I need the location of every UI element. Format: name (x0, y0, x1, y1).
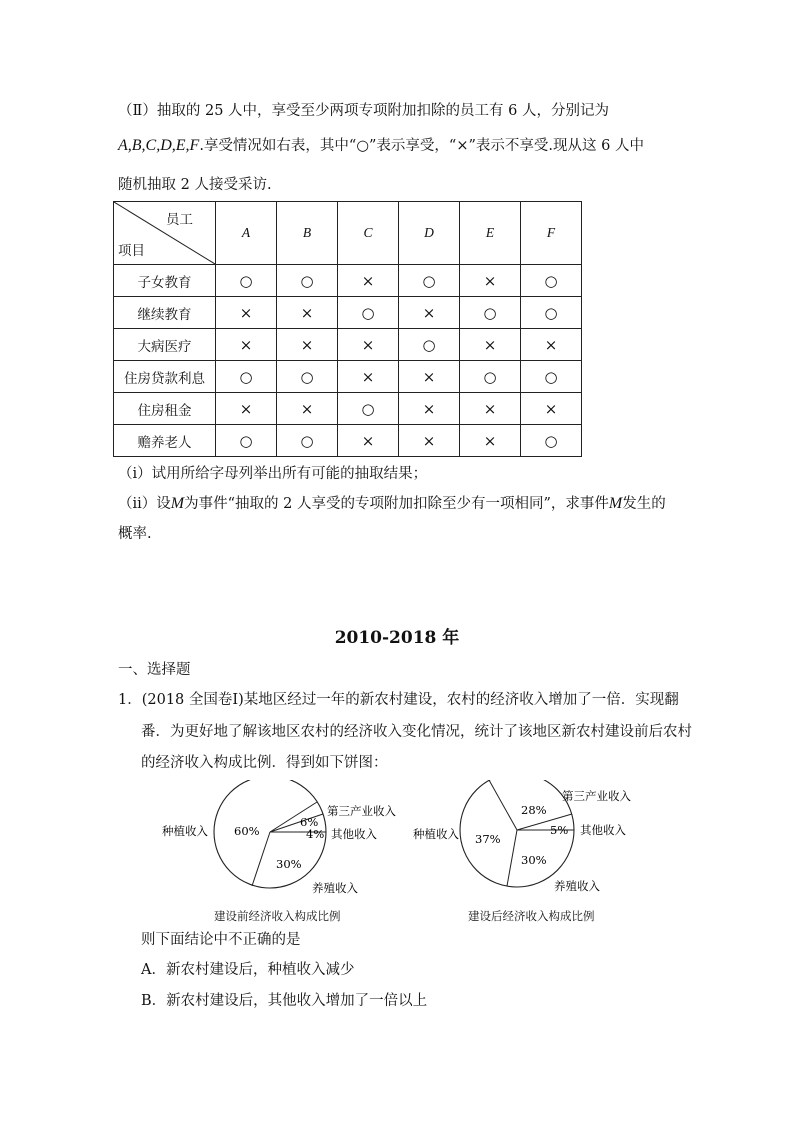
table-cell: × (460, 329, 521, 361)
column-header: C (338, 202, 399, 265)
pie-value-label: 60% (234, 824, 260, 838)
table-cell: ○ (460, 361, 521, 393)
table-row (114, 393, 582, 425)
table-cell: × (277, 329, 338, 361)
table-cell: ○ (277, 361, 338, 393)
section-title: 2010-2018 年 (334, 628, 460, 648)
corner-employee-label: 员工 (166, 212, 193, 228)
row-label: 继续教育 (114, 297, 216, 329)
question-i: （i）试用所给字母列举出所有可能的抽取结果； (118, 466, 428, 482)
pie-caption-before: 建设前经济收入构成比例 (214, 909, 341, 923)
table-cell: × (399, 361, 460, 393)
table-cell: × (338, 329, 399, 361)
pie-category-label: 养殖收入 (312, 881, 358, 895)
event-variable: M (170, 495, 185, 512)
pie-chart-before (162, 780, 396, 895)
row-label: 子女教育 (114, 265, 216, 297)
employee-letters: A,B,C,D,E,F (118, 137, 200, 154)
pie-value-label: 30% (276, 857, 302, 871)
pie-value-label: 4% (306, 827, 325, 841)
options-stem: 则下面结论中不正确的是 (141, 932, 301, 948)
problem-line2: 番．为更好地了解该地区农村的经济收入变化情况，统计了该地区新农村建设前后农村 (141, 724, 692, 740)
pie-slice-edge (507, 830, 517, 886)
pie-category-label: 其他收入 (331, 827, 377, 841)
table-cell: × (216, 393, 277, 425)
table-cell: ○ (521, 265, 582, 297)
question-ii-body: 为事件“抽取的 2 人享受的专项附加扣除至少有一项相同”，求事件 (184, 496, 609, 512)
row-label: 赡养老人 (114, 425, 216, 457)
table-cell: × (338, 265, 399, 297)
table-cell: ○ (338, 393, 399, 425)
table-cell: ○ (521, 361, 582, 393)
table-cell: ○ (277, 425, 338, 457)
table-cell: × (338, 425, 399, 457)
corner-item-label: 项目 (118, 243, 145, 259)
pie-category-label: 第三产业收入 (562, 789, 631, 803)
table-cell: ○ (460, 297, 521, 329)
table-cell: ○ (277, 265, 338, 297)
option-b: B．新农村建设后，其他收入增加了一倍以上 (141, 993, 428, 1009)
pie-value-label: 30% (521, 853, 547, 867)
table-cell: × (277, 297, 338, 329)
pie-chart-after (413, 780, 631, 893)
table-cell: ○ (216, 265, 277, 297)
event-variable: M (608, 495, 623, 512)
table-cell: ○ (521, 297, 582, 329)
table-cell: × (399, 425, 460, 457)
pie-value-label: 37% (475, 832, 501, 846)
table-row (114, 329, 582, 361)
table-cell: ○ (521, 425, 582, 457)
row-label: 住房租金 (114, 393, 216, 425)
column-header: E (460, 202, 521, 265)
table-cell: × (460, 425, 521, 457)
table-cell: ○ (216, 425, 277, 457)
problem-line1: 1．(2018 全国卷Ⅰ)某地区经过一年的新农村建设，农村的经济收入增加了一倍．实现翻 (118, 692, 679, 708)
question-ii-tail: 发生的 (622, 496, 666, 512)
table-cell: ○ (216, 361, 277, 393)
row-label: 住房贷款利息 (114, 361, 216, 393)
column-header: A (216, 202, 277, 265)
pie-value-label: 6% (300, 815, 319, 829)
table-cell: × (338, 361, 399, 393)
column-header: D (399, 202, 460, 265)
table-cell: ○ (338, 297, 399, 329)
pie-caption-after: 建设后经济收入构成比例 (468, 909, 595, 923)
table-cell: × (460, 265, 521, 297)
table-cell: ○ (399, 329, 460, 361)
question-ii-end: 概率. (118, 526, 152, 542)
problem-line3: 的经济收入构成比例．得到如下饼图： (141, 755, 388, 771)
table-cell: × (521, 393, 582, 425)
table-row (114, 361, 582, 393)
section-subtitle: 一、选择题 (118, 662, 191, 678)
pie-category-label: 种植收入 (162, 824, 208, 838)
pie-slice-edge (252, 832, 270, 886)
pie-category-label: 第三产业收入 (327, 804, 396, 818)
table-cell: × (216, 329, 277, 361)
column-header: F (521, 202, 582, 265)
table-cell: × (460, 393, 521, 425)
part2-line2-rest: .享受情况如右表，其中“○”表示享受，“×”表示不享受.现从这 6 人中 (199, 138, 644, 154)
pie-value-label: 5% (550, 823, 569, 837)
table-row (114, 265, 582, 297)
table-cell: × (216, 297, 277, 329)
option-a: A．新农村建设后，种植收入减少 (141, 962, 355, 978)
pie-category-label: 养殖收入 (554, 879, 600, 893)
row-label: 大病医疗 (114, 329, 216, 361)
part2-line1: （Ⅱ）抽取的 25 人中，享受至少两项专项附加扣除的员工有 6 人，分别记为 (118, 103, 609, 119)
part2-line2 (118, 136, 644, 156)
table-cell: × (277, 393, 338, 425)
table-cell: × (399, 297, 460, 329)
question-ii (118, 494, 666, 514)
question-ii-prefix: （ii）设 (118, 496, 171, 512)
pie-category-label: 种植收入 (413, 827, 459, 841)
pie-value-label: 28% (521, 803, 547, 817)
table-cell: ○ (399, 265, 460, 297)
part2-line3: 随机抽取 2 人接受采访. (118, 177, 272, 193)
table-cell: × (521, 329, 582, 361)
pie-charts (0, 780, 794, 930)
column-header: B (277, 202, 338, 265)
table-row (114, 297, 582, 329)
table-corner-cell (114, 202, 216, 265)
pie-slice-edge (489, 780, 517, 830)
table-cell: × (399, 393, 460, 425)
table-header-row (114, 202, 582, 265)
pie-category-label: 其他收入 (580, 823, 626, 837)
deduction-table (113, 201, 582, 457)
table-row (114, 425, 582, 457)
